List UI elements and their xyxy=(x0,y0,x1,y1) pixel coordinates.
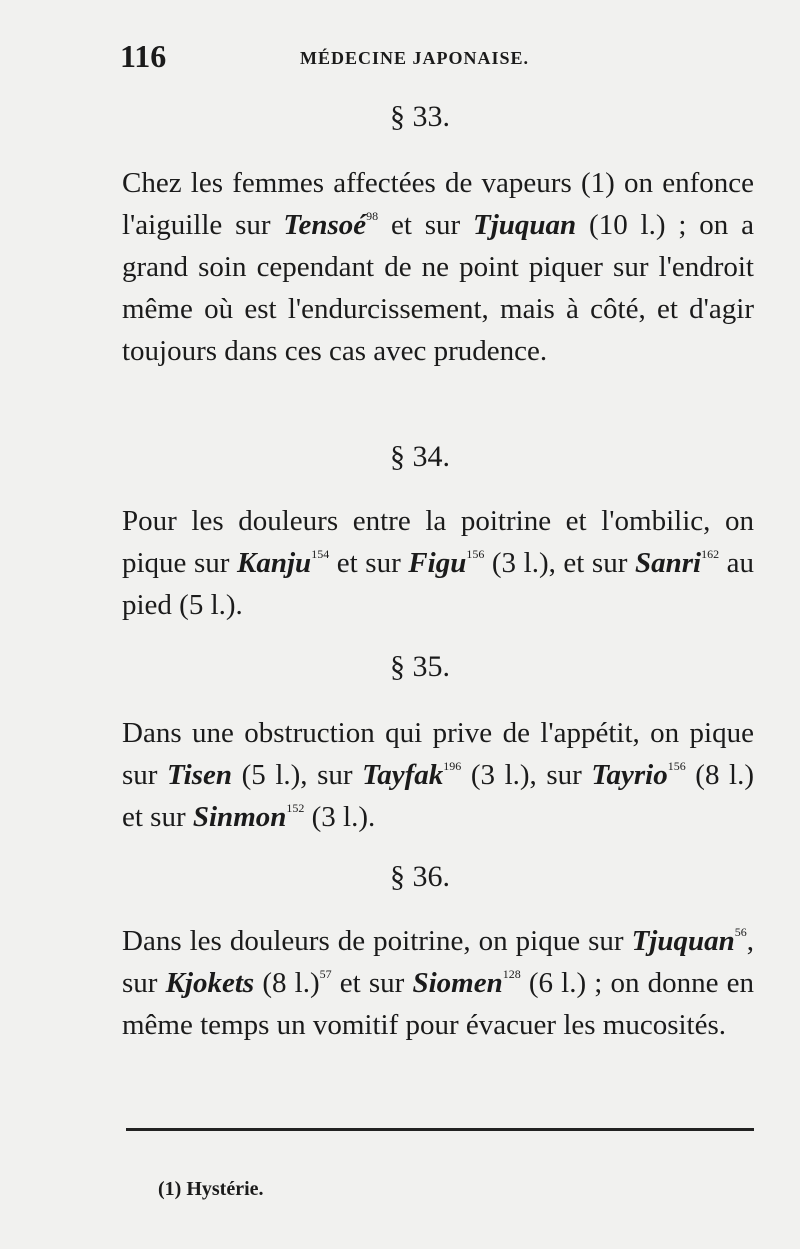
acupuncture-point-name: Sinmon xyxy=(192,801,287,833)
section-33-text xyxy=(122,162,754,372)
acupuncture-point-name: Tisen xyxy=(167,759,233,791)
acupuncture-point-name: Siomen xyxy=(412,967,503,999)
text-run: (10 l.) ; on a grand soin cependant de ne point piquer sur l'endroit même où est l'endurcissement, mais à côté, et d'agir toujours dans ces cas avec prudence. xyxy=(122,209,754,367)
text-run: Dans une obstruction qui prive de l'appétit, on pique sur xyxy=(122,717,754,791)
reference-number: 152 xyxy=(286,801,305,815)
acupuncture-point-name: Figu xyxy=(408,547,467,579)
section-heading-35: § 35. xyxy=(390,650,450,683)
text-run: (3 l.), et sur xyxy=(484,547,635,579)
footnote: (1) Hystérie. xyxy=(158,1178,264,1200)
reference-number: 156 xyxy=(466,547,485,561)
reference-number: 156 xyxy=(667,759,686,773)
text-run: (5 l.), sur xyxy=(232,759,363,791)
text-run: (3 l.), sur xyxy=(461,759,592,791)
reference-number: 162 xyxy=(701,547,720,561)
reference-number: 196 xyxy=(443,759,462,773)
text-run: (6 l.) ; on donne en même temps un vomitif pour évacuer les mucosités. xyxy=(122,967,755,1041)
acupuncture-point-name: Tjuquan xyxy=(631,925,735,957)
section-35-text xyxy=(122,712,754,838)
text-run: et sur xyxy=(329,547,409,579)
text-run: (3 l.). xyxy=(304,801,376,833)
running-title: MÉDECINE JAPONAISE. xyxy=(300,48,530,68)
reference-number: 154 xyxy=(311,547,330,561)
text-run: Pour les douleurs entre la poitrine et l'ombilic, on pique sur xyxy=(122,505,754,579)
reference-number: 128 xyxy=(502,967,521,981)
section-34-text xyxy=(122,500,754,626)
acupuncture-point-name: Tayfak xyxy=(362,759,444,791)
section-heading-34: § 34. xyxy=(390,440,450,473)
text-run: et sur xyxy=(331,967,413,999)
text-run: Chez les femmes affectées de vapeurs (1) on enfonce l'aiguille sur xyxy=(122,167,754,241)
footnote-rule xyxy=(126,1128,754,1131)
acupuncture-point-name: Sanri xyxy=(634,547,702,579)
acupuncture-point-name: Tayrio xyxy=(591,759,668,791)
reference-number: 98 xyxy=(366,209,379,223)
acupuncture-point-name: Kjokets xyxy=(165,967,255,999)
text-run: au pied (5 l.). xyxy=(122,547,755,621)
text-run: , sur xyxy=(122,925,754,999)
reference-number: 57 xyxy=(319,967,332,981)
acupuncture-point-name: Tensoé xyxy=(283,209,367,241)
text-run: (8 l.) et sur xyxy=(122,759,754,833)
acupuncture-point-name: Tjuquan xyxy=(473,209,577,241)
section-36-text xyxy=(122,920,754,1046)
reference-number: 56 xyxy=(734,925,747,939)
section-heading-36: § 36. xyxy=(390,860,450,893)
page-header xyxy=(120,38,760,78)
page-number: 116 xyxy=(120,38,167,74)
text-run: Dans les douleurs de poitrine, on pique sur xyxy=(122,925,632,957)
section-heading-33: § 33. xyxy=(390,100,450,133)
text-run: et sur xyxy=(378,209,474,241)
acupuncture-point-name: Kanju xyxy=(237,547,312,579)
text-run: (8 l.) xyxy=(254,967,320,999)
